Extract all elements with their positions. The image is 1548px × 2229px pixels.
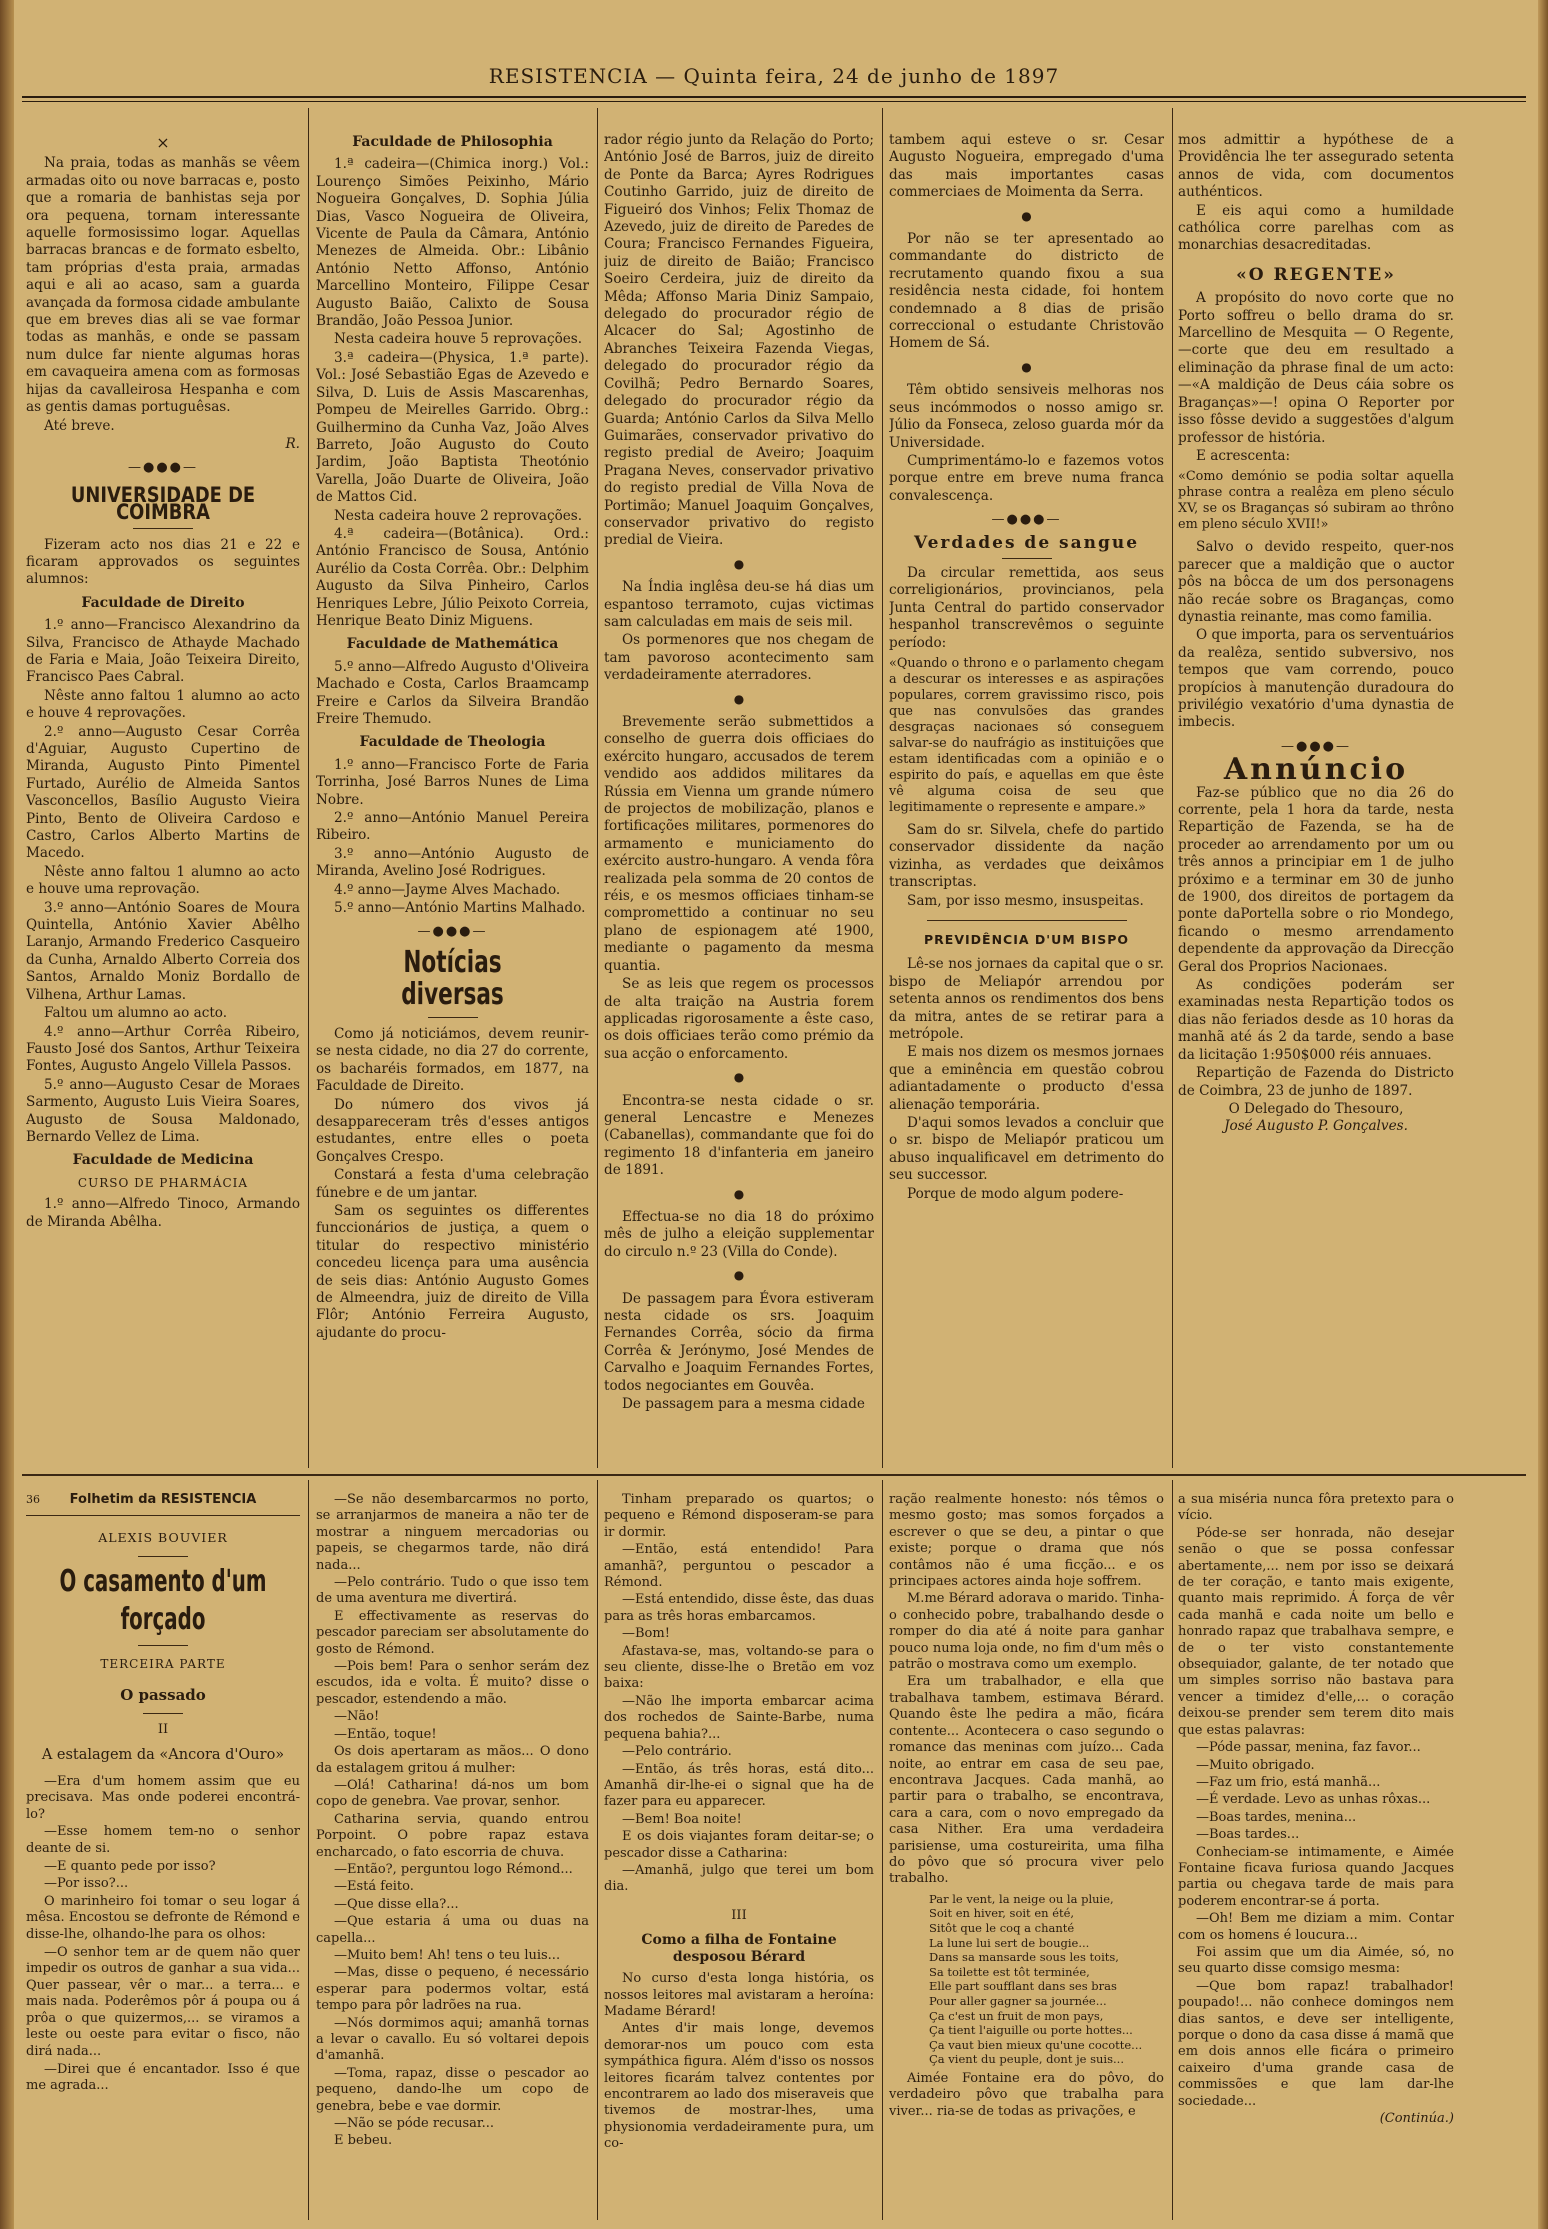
folhetim-paragraph: —Está feito.: [334, 1879, 414, 1895]
folhetim-paragraph: —É verdade. Levo as unhas rôxas...: [1196, 1792, 1431, 1808]
article-paragraph: Da circular remettida, aos seus correligionários, provincianos, pela Junta Central do partido conservador hespanhol transcrevêmos o seguinte período:: [889, 564, 1164, 651]
poem-line: Elle part soufflant dans ses bras: [929, 1979, 1117, 1994]
article-paragraph: Sam, por isso mesmo, insuspeitas.: [907, 892, 1144, 909]
folhetim-paragraph: Póde-se ser honrada, não desejar senão o que se possa confessar abertamente,... nem por isso se deixará de ter coração, e tanto mais exigente, quanto mais reprimido. Á força de vêr cada manhã e cada noite um bello e honrado rapaz que trabalhava sempre, e de o ter visto constantemente obsequiador, galante, de ter notado que um simples sorriso não bastava para vencer a timidez d'elle,... o coração deixou-se prender sem terem dito mais que estas palavras:: [1178, 1525, 1454, 1738]
bullet-separator: ●: [733, 556, 745, 571]
folhetim-paragraph: —Boas tardes, menina...: [1196, 1809, 1357, 1825]
folhetim-column-2: [316, 1492, 589, 2222]
poem-line: Dans sa mansarde sous les toits,: [929, 1950, 1119, 1965]
folhetim-paragraph: —Mas, disse o pequeno, é necessário esperar para podermos voltar, está tempo para pôr ladrões na rua.: [316, 1965, 589, 2014]
subhead-farmacia: CURSO DE PHARMÁCIA: [77, 1175, 249, 1190]
folhetim-paragraph: Tinham preparado os quartos; o pequeno e Rémond disposeram-se para ir dormir.: [604, 1492, 874, 1540]
folhetim-column-4: [889, 1492, 1164, 2222]
bullet-separator: ●: [1021, 208, 1032, 223]
ornament-divider: —●●●—: [991, 512, 1062, 528]
column-divider: [308, 108, 309, 1468]
folhetim-rule: [26, 1515, 300, 1516]
signature-title: O Delegado do Thesouro,: [1228, 1100, 1404, 1117]
folhetim-part: TERCEIRA PARTE: [100, 1657, 226, 1672]
folhetim-paragraph: a sua miséria nunca fôra pretexto para o vício.: [1178, 1492, 1454, 1524]
article-paragraph: E acrescenta:: [1196, 447, 1291, 464]
section-rule: [927, 920, 1127, 921]
article-paragraph: Como já noticiámos, devem reunir-se nesta cidade, no dia 27 do corrente, os bacharéis formados, em 1877, na Faculdade de Direito.: [316, 1025, 589, 1095]
folhetim-paragraph: —Não!: [334, 1709, 380, 1725]
bullet-separator: ●: [733, 1268, 745, 1283]
folhetim-paragraph: —Que disse ella?...: [334, 1896, 459, 1912]
folhetim-separator: [22, 1474, 1526, 1476]
folhetim-column-1: [26, 1492, 300, 2222]
section-title-bispo: PREVIDÊNCIA D'UM BISPO: [924, 932, 1129, 947]
folhetim-paragraph: Afastava-se, mas, voltando-se para o seu cliente, disse-lhe o Bretão em voz baixa:: [604, 1643, 874, 1692]
folhetim-paragraph: —Não lhe importa embarcar acima dos rochedos de Sainte-Barbe, numa pequena bahia?...: [604, 1693, 874, 1742]
folhetim-paragraph: —Se não desembarcarmos no porto, se arranjarmos de maneira a não ter de mostrar a ninguem mercadorias ou papeis, se chegarmos tarde, não dirá nada...: [316, 1492, 589, 1573]
quote-block: «Quando o throno e o parlamento chegam a descurar os interesses e as aspirações populares, correm gravissimo risco, pois que nas convulsões das grandes desgraças nacionaes só conseguem salvar-se do naufrágio as instituições que estam identificadas com a opinião e o espirito do país, e aquellas em que êste vê alguma coisa de seu que legitimamente o represente e ampare.»: [889, 655, 1164, 815]
article-paragraph: Faz-se público que no dia 26 do corrente, pela 1 hora da tarde, nesta Repartição de Fazenda, se ha de proceder ao arrendamento por um ou três annos a principiar em 1 de julho próximo e a terminar em 30 de junho de 1900, dos direitos de portagem da ponte daPortella sobre o rio Mondego, ficando o mesmo arrendamento dependente da approvação da Direcção Geral dos Proprios Nacionaes.: [1178, 784, 1454, 975]
article-paragraph: O que importa, para os serventuários da realêza, sentido subversivo, nos tempos que vam correndo, pouco propícios à manutenção duradoura do privilégio vexatório d'uma dynastia de imbecis.: [1178, 627, 1454, 731]
subhead-theologia: Faculdade de Theologia: [359, 734, 546, 751]
header-rule: [22, 96, 1526, 102]
folhetim-paragraph: —O senhor tem ar de quem não quer impedir os outros de ganhar a sua vida... Quer passear, vêr o mar... a terra... e mais nada. Poderêmos pôr á poupa ou á prôa o que quizermos,... se viramos a leste ou oeste para evitar o fisco, não dirá nada...: [26, 1944, 300, 2060]
poem-line: Ça vaut bien mieux qu'une cocotte...: [929, 2037, 1143, 2052]
bullet-separator: ●: [733, 691, 745, 706]
article-paragraph: Sam os seguintes os differentes funccionários de justiça, a quem o titular do respectivo ministério concedeu licença para uma ausência de seis dias: António Augusto Gomes de Almeendra, juiz de direito de Villa Flôr; António Ferreira Augusto, ajudante do procu-: [316, 1202, 589, 1341]
section-title-regente: «O REGENTE»: [1236, 264, 1396, 285]
article-paragraph: rador régio junto da Relação do Porto; António José de Barros, juiz de direito de Ponte da Barca; Ayres Rodrigues Coutinho Garrido, juiz de direito de Figueiró dos Vinhos; Felix Thomaz de Azevedo, juiz de direito de Paredes de Coura; Francisco Fernandes Figueira, juiz de direito de Baião; Francisco Soeiro Cerdeira, juiz de direito da Mêda; Affonso Maria Diniz Sampaio, delegado do procurador régio de Alcacer do Sal; Agostinho de Abranches Teixeira Fazenda Viegas, delegado do procurador régio da Covilhã; Pedro Bernardo Soares, delegado do procurador régio da Guarda; António Carlos da Silva Mello Guimarães, conservador privativo do registo predial de Aveiro; Joaquim Pragana Neves, conservador privativo do registo predial de Villa Nova de Portimão; Manuel Joaquim Gonçalves, conservador privativo do registo predial de Vieira.: [604, 132, 874, 549]
folhetim-chapter: III: [731, 1907, 747, 1923]
subhead-mathematica: Faculdade de Mathemática: [346, 636, 559, 653]
article-paragraph: Se as leis que regem os processos de alta traição na Austria forem applicadas rigorosamente a êste caso, os dois officiaes terão como prémio da sua acção o enforcamento.: [604, 976, 874, 1062]
article-paragraph: Têm obtido sensiveis melhoras nos seus incómmodos o nosso amigo sr. Júlio da Fonseca, zeloso guarda mór da Universidade.: [889, 382, 1164, 451]
folhetim-paragraph: M.me Bérard adorava o marido. Tinha-o conhecido pobre, trabalhando desde o romper do dia até á noite para ganhar pouco numa loja onde, no fim d'um mês o patrão o mostrava como um exemplo.: [889, 1591, 1164, 1673]
subhead-philosophia: Faculdade de Philosophia: [352, 134, 553, 150]
folhetim-title: O casamento d'um forçado: [59, 1564, 267, 1638]
article-paragraph: Salvo o devido respeito, quer-nos parecer que a maldição que o auctor pôs na bôcca de um dos personagens não recáe sobre os Braganças, como dynastia reinante, mas como familia.: [1178, 539, 1454, 625]
folhetim-paragraph: —Então, toque!: [334, 1726, 437, 1742]
column-divider: [1172, 108, 1173, 1468]
folhetim-paragraph: ração realmente honesto: nós têmos o mesmo gosto; mas somos forçados a escrever o que se deu, a pintar o que existe; porque o drama que nós contâmos não é uma ficção... e os principaes actores ainda hoje soffrem.: [889, 1492, 1164, 1590]
folhetim-paragraph: —Não se póde recusar...: [334, 2116, 495, 2132]
column-1: [26, 132, 300, 1467]
folhetim-paragraph: —Bom!: [622, 1626, 670, 1642]
folhetim-paragraph: —Faz um frio, está manhã...: [1196, 1774, 1381, 1790]
article-paragraph: Nêste anno faltou 1 alumno ao acto e houve uma reprovação.: [26, 863, 300, 898]
folhetim-paragraph: —Pois bem! Para o senhor serám dez escudos, ida e volta. É muito? disse o pescador, estendendo a mão.: [316, 1659, 589, 1707]
article-paragraph: mos admittir a hypóthese de a Providência lhe ter assegurado setenta annos de vida, com documentos authénticos.: [1178, 132, 1454, 201]
column-5: [1178, 132, 1454, 1467]
folhetim-author: ALEXIS BOUVIER: [98, 1529, 228, 1545]
article-paragraph: 4.ª cadeira—(Botânica). Ord.: António Francisco de Sousa, António Aurélio da Costa Corrêa. Obr.: Delphim Augusto da Silva Pinheiro, Carlos Henriques Lebre, Júlio Peixoto Correia, Henrique Beato Diniz Miguens.: [316, 525, 589, 629]
column-divider: [308, 1480, 309, 2220]
page-header: RESISTENCIA — Quinta feira, 24 de junho de 1897: [488, 64, 1060, 88]
folhetim-paragraph: Antes d'ir mais longe, devemos demorar-nos um pouco com esta sympáthica figura. Além d'isso os nossos leitores ficarám talvez contentes por encontrarem ao lado dos miseraveis que tivemos de mostrar-lhes, uma physionomia verdadeiramente pura, um co-: [604, 2021, 874, 2152]
poem-line: Ça vient du peuple, dont je suis...: [929, 2052, 1124, 2067]
poem-line: Par le vent, la neige ou la pluie,: [929, 1891, 1114, 1906]
article-paragraph: Faltou um alumno ao acto.: [44, 1005, 228, 1022]
folhetim-paragraph: E effectivamente as reservas do pescador pareciam ser absolutamente do gosto de Rémond.: [316, 1608, 589, 1657]
bullet-separator: ●: [733, 1070, 745, 1085]
poem-block: [889, 1892, 1164, 2067]
column-2: [316, 132, 589, 1467]
article-paragraph: Até breve.: [44, 417, 115, 434]
folhetim-paragraph: —Muito bem! Ah! tens o teu luis...: [334, 1947, 561, 1963]
folhetim-paragraph: Foi assim que um dia Aimée, só, no seu quarto disse comsigo mesma:: [1178, 1944, 1454, 1977]
folhetim-paragraph: —Bem! Boa noite!: [622, 1811, 742, 1827]
folhetim-paragraph: —Pelo contrário. Tudo o que isso tem de uma aventura me divertirá.: [316, 1575, 589, 1607]
article-paragraph: 4.º anno—Jayme Alves Machado.: [334, 881, 561, 898]
article-paragraph: 1.º anno—Francisco Forte de Faria Torrinha, José Barros Nunes de Lima Nobre.: [316, 756, 589, 808]
folhetim-paragraph: —E quanto pede por isso?: [44, 1858, 216, 1874]
subhead-medicina: Faculdade de Medicina: [72, 1152, 254, 1169]
article-paragraph: E eis aqui como a humildade cathólica corre parelhas com as monarchias desacreditadas.: [1178, 202, 1454, 254]
article-paragraph: Repartição de Fazenda do Districto de Coimbra, 23 de junho de 1897.: [1178, 1065, 1454, 1099]
article-paragraph: Cumprimentámo-lo e fazemos votos porque entre em breve numa franca convalescença.: [889, 452, 1164, 504]
article-paragraph: Nêste anno faltou 1 alumno ao acto e houve 4 reprovações.: [26, 687, 300, 722]
folhetim-paragraph: Aimée Fontaine era do pôvo, do verdadeiro pôvo que trabalha para viver... ria-se de todas as privações, e: [889, 2070, 1164, 2119]
folhetim-paragraph: —Boas tardes...: [1196, 1827, 1300, 1843]
folhetim-paragraph: Os dois apertaram as mãos... O dono da estalagem gritou á mulher:: [316, 1744, 589, 1776]
folhetim-paragraph: —Toma, rapaz, disse o pescador ao pequeno, dando-lhe um copo de genebra, bebe e vae dormir.: [316, 2065, 589, 2114]
folhetim-head: Folhetim da RESISTENCIA: [69, 1492, 257, 1507]
article-paragraph: Na Índia inglêsa deu-se há dias um espantoso terramoto, cujas victimas sam calculadas em mais de seis mil.: [604, 579, 874, 630]
poem-line: Ça c'est un fruit de mon pays,: [929, 2008, 1104, 2023]
folhetim-paragraph: —Direi que é encantador. Isso é que me agrada...: [26, 2061, 300, 2094]
article-paragraph: De passagem para Évora estiveram nesta cidade os srs. Joaquim Fernandes Corrêa, sócio da firma Corrêa & Jerónymo, José Mendes de Carvalho e Joaquim Fernandes Fortes, todos negociantes em Gouvêa.: [604, 1290, 874, 1394]
article-paragraph: Por não se ter apresentado ao commandante do districto de recrutamento quando fixou a sua residência nesta cidade, foi hontem condemnado a 8 dias de prisão correccional o estudante Christovão Homem de Sá.: [889, 231, 1164, 352]
article-paragraph: 3.º anno—António Augusto de Miranda, Avelino José Rodrigues.: [316, 845, 589, 880]
bullet-separator: ●: [733, 1186, 745, 1201]
article-paragraph: Na praia, todas as manhãs se vêem armadas oito ou nove barracas e, posto que a romaria de banhistas seja por ora pequena, tornam interessante aquelle formosissimo logar. Aquellas barracas brancas e de formato esbelto, tam próprias d'esta praia, armadas aqui e ali ao acaso, sam a guarda avançada da formosa cidade ambulante que em breves dias ali se vae formar todas as manhãs, e onde se passam num dulce far niente algumas horas em cavaqueira amena com as formosas hijas da cavalleirosa Hespanha e com as gentis damas portuguêsas.: [26, 155, 300, 416]
column-divider: [1172, 1480, 1173, 2220]
signature-name: José Augusto P. Gonçalves.: [1224, 1118, 1408, 1135]
article-paragraph: Fizeram acto nos dias 21 e 22 e ficaram approvados os seguintes alumnos:: [26, 536, 300, 588]
folhetim-chapter-title: A estalagem da «Ancora d'Ouro»: [41, 1746, 285, 1763]
section-title-verdades: Verdades de sangue: [913, 532, 1140, 553]
article-paragraph: 5.º anno—Augusto Cesar de Moraes Sarmento, Augusto Luis Vieira Soares, Augusto de Sousa Maldonado, Bernardo Vellez de Lima.: [26, 1076, 300, 1145]
title-rule: [143, 1713, 183, 1714]
poem-line: Sitôt que le coq a chanté: [929, 1920, 1075, 1935]
title-rule: [1002, 558, 1052, 559]
folhetim-paragraph: Catharina servia, quando entrou Porpoint. O pobre rapaz estava encharcado, o fato escorria de chuva.: [316, 1811, 589, 1860]
poem-line: La lune lui sert de bougie...: [929, 1935, 1090, 1950]
title-rule: [138, 1556, 188, 1557]
folhetim-paragraph: —Nós dormimos aqui; amanhã tornas a levar o cavallo. Eu só voltarei depois d'amanhã.: [316, 2015, 589, 2064]
section-title-universidade: UNIVERSIDADE DE COIMBRA: [70, 482, 256, 525]
article-paragraph: Effectua-se no dia 18 do próximo mês de julho a eleição supplementar do circulo n.º 23 (Villa do Conde).: [604, 1208, 874, 1260]
article-paragraph: 1.º anno—Francisco Alexandrino da Silva, Francisco de Athayde Machado de Faria e Maia, João Teixeira Direito, Francisco Paes Cabral.: [26, 617, 300, 686]
column-divider: [597, 108, 598, 1468]
folhetim-paragraph: E os dois viajantes foram deitar-se; o pescador disse a Catharina:: [604, 1829, 874, 1861]
article-signature: R.: [285, 435, 300, 452]
page-edge-left: [0, 0, 14, 2229]
article-paragraph: Nesta cadeira houve 2 reprovações.: [334, 507, 583, 524]
article-paragraph: Constará a festa d'uma celebração fúnebre e de um jantar.: [316, 1167, 589, 1201]
column-divider: [882, 1480, 883, 2220]
folhetim-paragraph: —Está entendido, disse êste, das duas para as três horas embarcamos.: [604, 1592, 874, 1624]
article-paragraph: 2.º anno—Augusto Cesar Corrêa d'Aguiar, Augusto Cupertino de Miranda, Augusto Pinto Pimentel Furtado, Aurélio de Almeida Santos Vasconcellos, Basílio Augusto Vieira Pinto, Bento de Oliveira Cardoso e Castro, Carlos Alberto Martins de Macedo.: [26, 723, 300, 862]
article-paragraph: Os pormenores que nos chegam de tam pavoroso acontecimento sam verdadeiramente aterradores.: [604, 632, 874, 684]
column-divider: [882, 108, 883, 1468]
folhetim-paragraph: —Póde passar, menina, faz favor...: [1196, 1740, 1421, 1756]
continua-mark: (Continúa.): [1379, 2111, 1454, 2127]
folhetim-column-5: [1178, 1492, 1454, 2222]
folhetim-paragraph: —Era d'um homem assim que eu precisava. Mas onde poderei encontrá-lo?: [26, 1773, 300, 1822]
folhetim-paragraph: —Então?, perguntou logo Rémond...: [334, 1861, 573, 1877]
article-paragraph: 2.º anno—António Manuel Pereira Ribeiro.: [316, 810, 589, 844]
folhetim-paragraph: —Esse homem tem-no o senhor deante de si.: [26, 1824, 300, 1856]
ornament-divider: —●●●—: [127, 460, 199, 476]
article-paragraph: D'aqui somos levados a concluir que o sr. bispo de Meliapór praticou um abuso inqualificavel em detrimento do seu successor.: [889, 1115, 1164, 1184]
article-paragraph: 3.ª cadeira—(Physica, 1.ª parte). Vol.: José Sebastião Egas de Azevedo e Silva, D. Luis de Assis Mascarenhas, Pompeu de Meirelles Garrido. Obrg.: Guilhermino da Cunha Vaz, João Alves Barreto, João Augusto do Couto Jardim, João Baptista Theotónio Varella, João Duarte de Oliveira, João de Mattos Cid.: [316, 349, 589, 506]
article-paragraph: tambem aqui esteve o sr. Cesar Augusto Nogueira, empregado d'uma das mais importantes casas commerciaes de Moimenta da Serra.: [889, 132, 1164, 201]
title-rule: [133, 528, 193, 529]
column-divider: [597, 1480, 598, 2220]
article-paragraph: Porque de modo algum podere-: [907, 1185, 1124, 1202]
section-mark: ×: [156, 133, 170, 152]
article-paragraph: 1.º anno—Alfredo Tinoco, Armando de Miranda Abêlha.: [26, 1196, 300, 1230]
page-edge-right: [1538, 0, 1548, 2229]
article-paragraph: Nesta cadeira houve 5 reprovações.: [334, 331, 583, 348]
folhetim-paragraph: —Oh! Bem me diziam a mim. Contar com os homens é loucura...: [1178, 1911, 1454, 1943]
folhetim-paragraph: Era um trabalhador, e ella que trabalhava tambem, estimava Bérard. Quando êste lhe pedira a mão, ficára contente... Acontecera o caso segundo o romance das meninas com juízo... Cada noite, ao entrar em casa de seu pae, encontrava Jacques. Cada manhã, ao partir para o trabalho, se encontrava, cara a cara, com o novo empregado da casa Nither. Era uma verdadeira parisiense, uma costureirita, uma filha do pôvo que só procura viver pelo trabalho.: [889, 1674, 1164, 1887]
folhetim-chapter: II: [157, 1722, 169, 1738]
folhetim-paragraph: E bebeu.: [334, 2133, 393, 2149]
article-paragraph: Lê-se nos jornaes da capital que o sr. bispo de Meliapór arrendou por setenta annos os rendimentos dos bens da mitra, antes de se retirar para a metrópole.: [889, 956, 1164, 1043]
poem-line: Pour aller gagner sa journée...: [929, 1993, 1107, 2008]
article-paragraph: De passagem para a mesma cidade: [622, 1396, 865, 1413]
quote-block: «Como demónio se podia soltar aquella phrase contra a realêza em pleno século XV, se os Braganças só subiram ao thrôno em pleno século XVII!»: [1178, 469, 1454, 533]
section-title-noticias: Notícias diversas: [401, 944, 504, 1012]
folhetim-paragraph: —Que bom rapaz! trabalhador! poupado!... não conhece domingos nem dias santos, e deve ser intelligente, porque o dono da casa disse á mamã que em dois annos elle ficára o primeiro caixeiro d'uma grande casa de commissões e que lam dar-lhe sociedade...: [1178, 1978, 1454, 2109]
column-4: [889, 132, 1164, 1467]
article-paragraph: 1.ª cadeira—(Chimica inorg.) Vol.: Lourenço Simões Peixinho, Mário Nogueira Gonçalves, D. Sophia Júlia Dias, Vasco Nogueira de Oliveira, Vicente de Paula da Câmara, António Menezes de Almeida. Obr.: Libânio António Netto Affonso, António Marcellino Monteiro, Filippe Cesar Augusto Baião, Calixto de Sousa Brandão, João Pessoa Junior.: [316, 156, 589, 330]
ornament-divider: —●●●—: [1280, 738, 1352, 754]
article-paragraph: A propósito do novo corte que no Porto soffreu o bello drama do sr. Marcellino de Mesquita — O Regente,—corte que deu em resultado a eliminação da phrase final de um acto:—«A maldição de Deus cáia sobre os Braganças»—! opina O Reporter por isso fôsse devido a suggestões d'algum professor de história.: [1178, 290, 1454, 446]
poem-line: Soit en hiver, soit en été,: [929, 1906, 1075, 1921]
folhetim-number: 36: [26, 1493, 40, 1506]
article-paragraph: As condições poderám ser examinadas nesta Repartição todos os dias não feriados desde as 10 horas da manhã até ás 2 da tarde, sendo a base da licitação 1:950$000 réis annuaes.: [1178, 977, 1454, 1063]
folhetim-paragraph: —Então, está entendido! Para amanhã?, perguntou o pescador a Rémond.: [604, 1542, 874, 1591]
poem-line: Sa toilette est tôt terminée,: [929, 1964, 1090, 1979]
folhetim-chapter-title: Como a filha de Fontaine desposou Bérard: [641, 1932, 837, 1966]
article-paragraph: Sam do sr. Silvela, chefe do partido conservador dissidente da nação vizinha, as verdades que deixâmos transcriptas.: [889, 821, 1164, 891]
subhead-direito: Faculdade de Direito: [81, 594, 245, 611]
title-rule: [428, 1017, 478, 1018]
bullet-separator: ●: [1021, 359, 1032, 374]
article-paragraph: Encontra-se nesta cidade o sr. general Lencastre e Menezes (Cabanellas), commandante que foi do regimento 18 d'infanteria em janeiro de 1891.: [604, 1092, 874, 1179]
folhetim-paragraph: —Por isso?...: [44, 1876, 129, 1892]
ornament-divider: —●●●—: [417, 924, 488, 940]
folhetim-column-3: [604, 1492, 874, 2222]
title-rule: [138, 1645, 188, 1646]
section-title-annuncio: Annúncio: [1223, 752, 1409, 788]
article-paragraph: 3.º anno—António Soares de Moura Quintella, António Xavier Abêlho Laranjo, Armando Frederico Casqueiro da Cunha, Arnaldo Alberto Correia dos Santos, Arnaldo Moniz Bordallo de Vilhena, Arthur Lamas.: [26, 899, 300, 1003]
folhetim-paragraph: Conheciam-se intimamente, e Aimée Fontaine ficava furiosa quando Jacques partia ou chegava tarde de mais para poderem encontrar-se á porta.: [1178, 1844, 1454, 1909]
folhetim-paragraph: —Olá! Catharina! dá-nos um bom copo de genebra. Vae provar, senhor.: [316, 1777, 589, 1810]
folhetim-paragraph: —Amanhã, julgo que terei um bom dia.: [604, 1862, 874, 1895]
poem-line: Ça tient l'aiguille ou porte hottes...: [929, 2023, 1133, 2038]
article-paragraph: 4.º anno—Arthur Corrêa Ribeiro, Fausto José dos Santos, Arthur Teixeira Fontes, Augusto Angelo Villela Passos.: [26, 1023, 300, 1075]
folhetim-section: O passado: [120, 1685, 206, 1704]
article-paragraph: E mais nos dizem os mesmos jornaes que a eminência em questão cobrou adiantadamente o producto d'essa alienação temporária.: [889, 1044, 1164, 1113]
article-paragraph: Do número dos vivos já desappareceram três d'esses antigos estudantes, entre elles o poeta Gonçalves Crespo.: [316, 1096, 589, 1165]
folhetim-paragraph: O marinheiro foi tomar o seu logar á mêsa. Encostou se defronte de Rémond e disse-lhe, olhando-lhe para os olhos:: [26, 1893, 300, 1942]
folhetim-paragraph: No curso d'esta longa história, os nossos leitores mal avistaram a heroína: Madame Bérard!: [604, 1971, 874, 2019]
column-3: [604, 132, 874, 1467]
folhetim-paragraph: —Então, ás três horas, está dito... Amanhã dir-lhe-ei o signal que ha de fazer para eu apparecer.: [604, 1761, 874, 1810]
article-paragraph: Brevemente serão submettidos a conselho de guerra dois officiaes do exército hungaro, accusados de terem vendido aos addidos militares da Rússia em Vienna um grande número de projectos de mobilização, planos e fortificações militares, pormenores do armamento e municiamento do exército austro-hungaro. A venda fôra realizada pela somma de 20 contos de réis, e os mesmos officiaes tinham-se compromettido a continuar no seu plano de espionagem até 1900, mediante o pagamento da mesma quantia.: [604, 714, 874, 974]
folhetim-header-row: [26, 1492, 300, 1509]
folhetim-paragraph: —Muito obrigado.: [1196, 1757, 1315, 1773]
folhetim-paragraph: —Que estaria á uma ou duas na capella...: [316, 1914, 589, 1946]
folhetim-paragraph: —Pelo contrário.: [622, 1744, 732, 1760]
article-paragraph: 5.º anno—António Martins Malhado.: [334, 900, 586, 917]
article-paragraph: 5.º anno—Alfredo Augusto d'Oliveira Machado e Costa, Carlos Braamcamp Freire e Carlos da Silveira Brandão Freire Themudo.: [316, 658, 589, 727]
